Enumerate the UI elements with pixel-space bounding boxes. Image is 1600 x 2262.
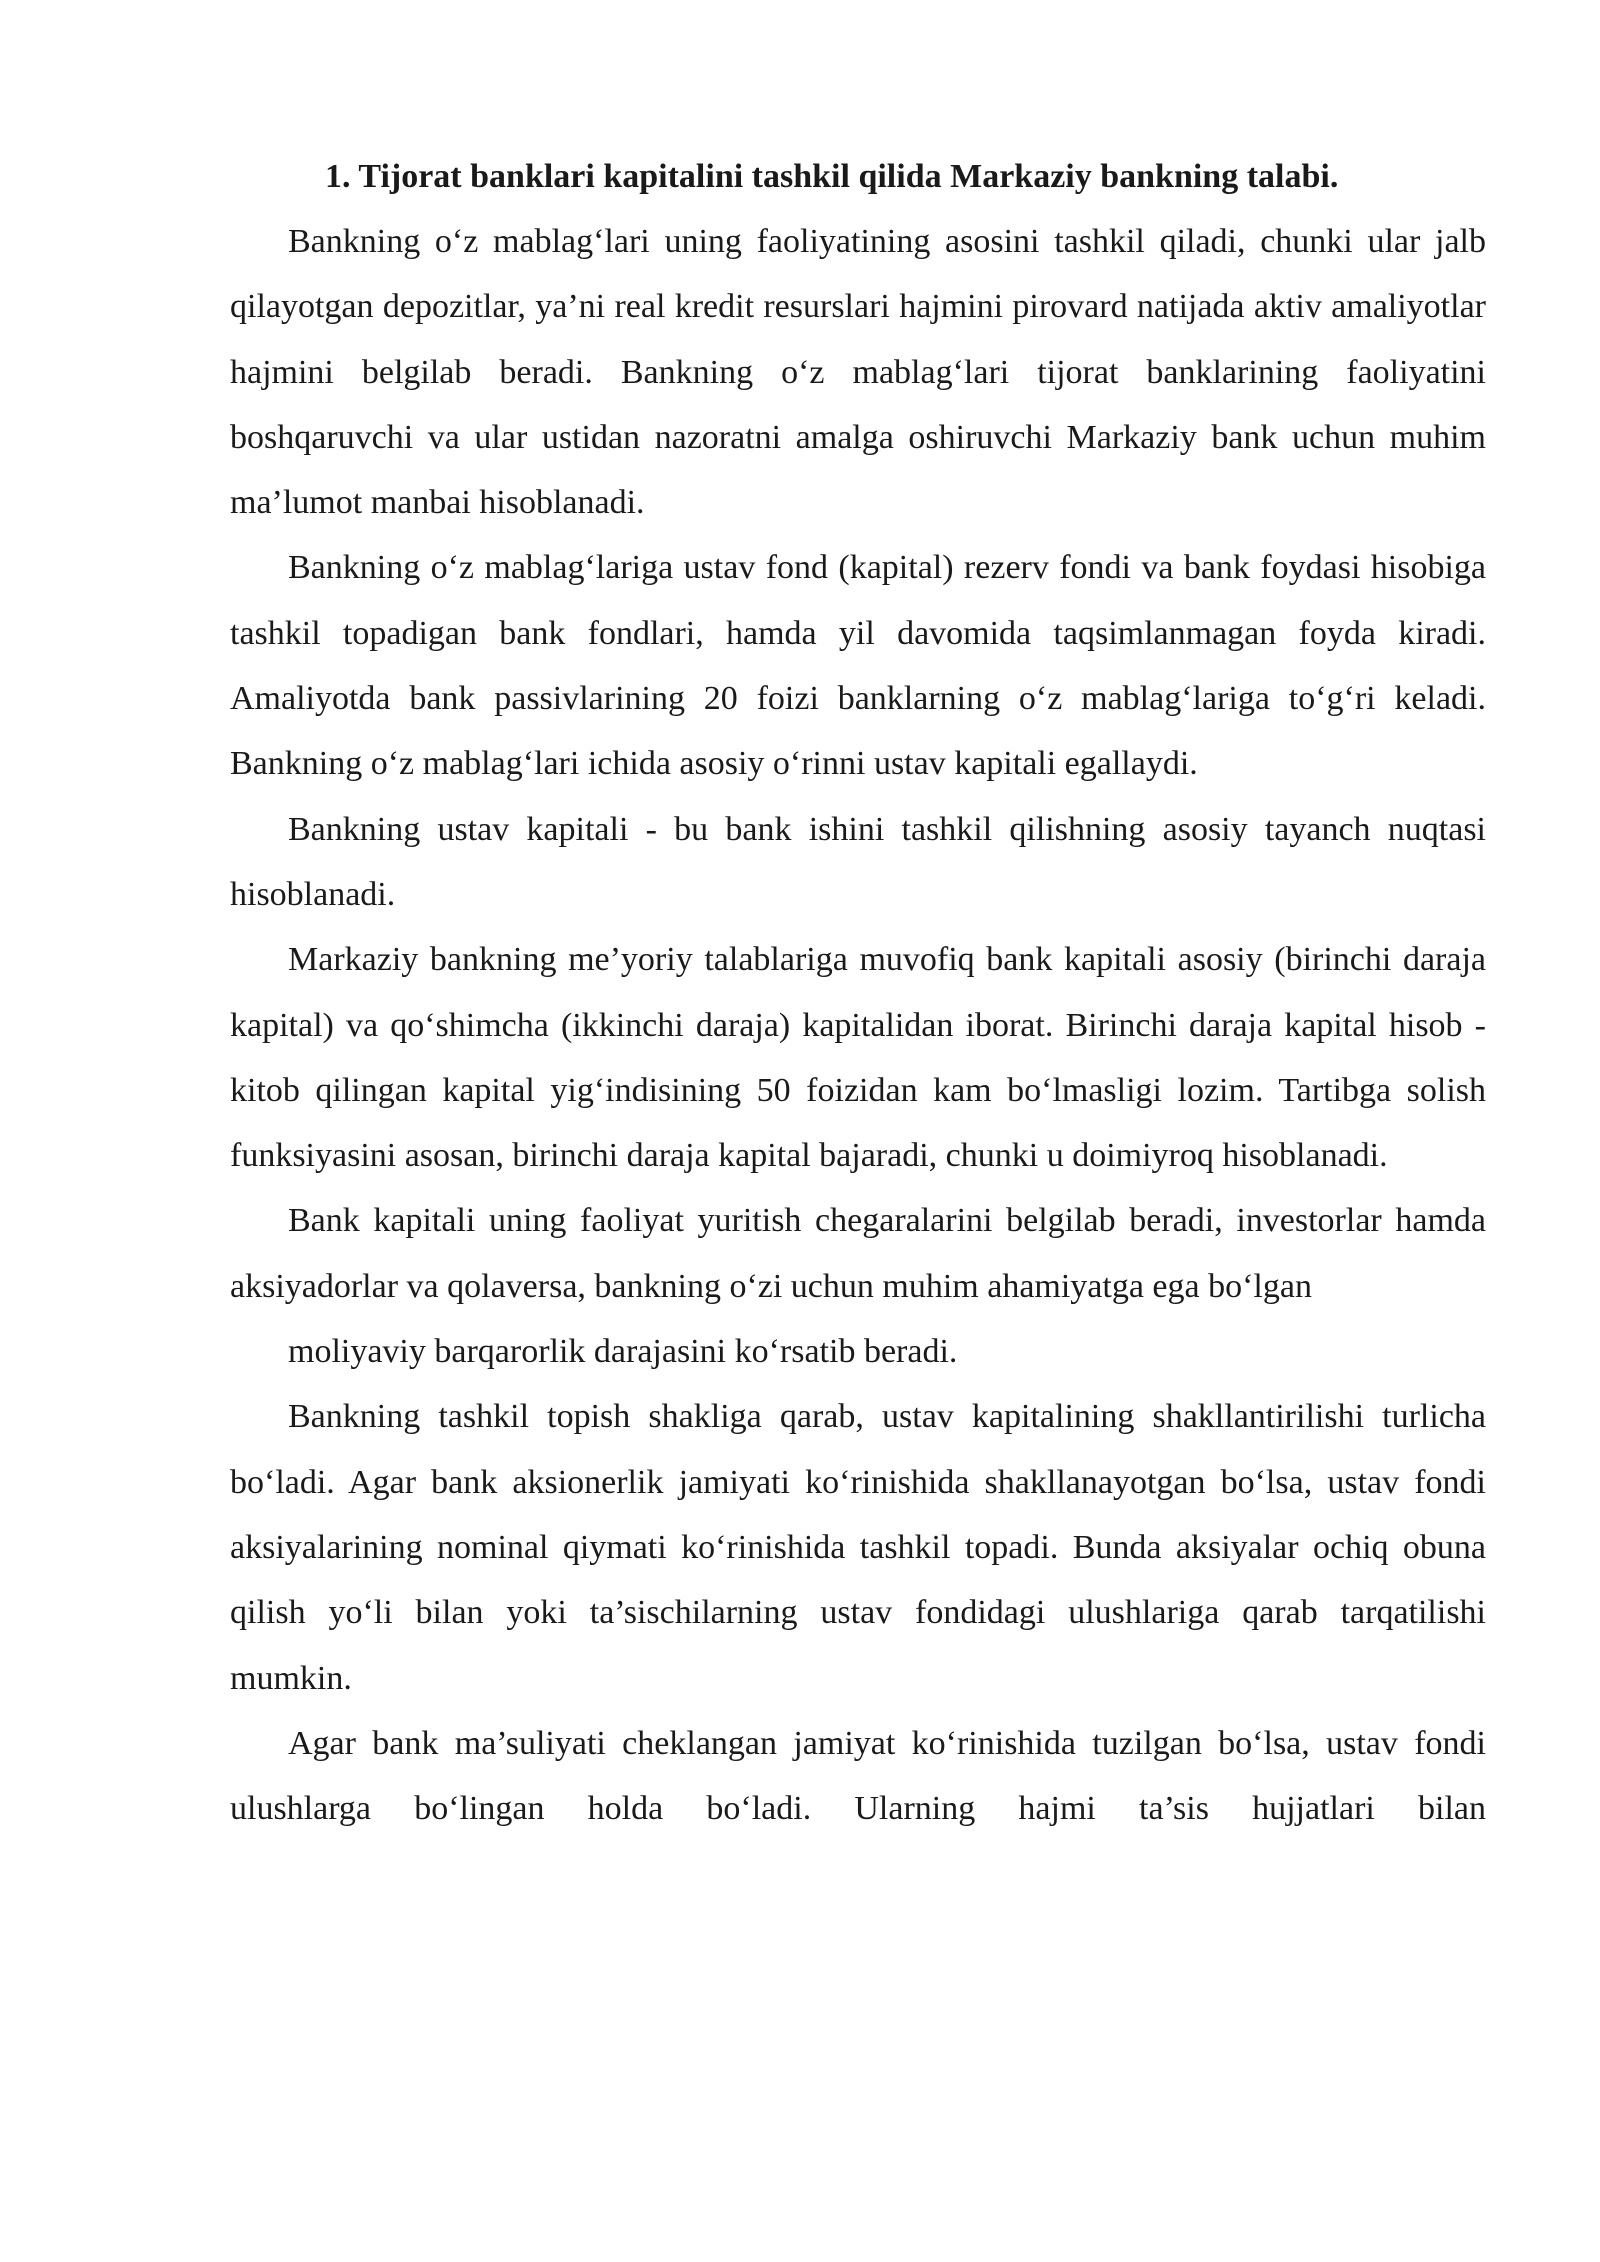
paragraph-3: Bankning ustav kapitali - bu bank ishini tashkil qilishning asosiy tayanch nuqtasi hisoblanadi. [230,810,1486,913]
section-heading: 1. Tijorat banklari kapitalini tashkil qilida Markaziy bankning talabi. [325,158,1339,195]
document-page [230,145,1486,1841]
paragraph-7: Bankning tashkil topish shakliga qarab, ustav kapitalining shakllantirilishi turlicha bo‘ladi. Agar bank aksionerlik jamiyati ko‘rinishida shakllanayotgan bo‘lsa, ustav fondi aksiyalarining nominal qiymati ko‘rinishida tashkil topadi. Bunda aksiyalar ochiq obuna qilish yo‘li bilan yoki ta’sischilarning ustav fondidagi ulushlariga qarab tarqatilishi mumkin. [230,1398,1486,1697]
paragraph-1: Bankning o‘z mablag‘lari uning faoliyatining asosini tashkil qiladi, chunki ular jalb qilayotgan depozitlar, ya’ni real kredit resurslari hajmini pirovard natijada aktiv amaliyotlar hajmini belgilab beradi. Bankning o‘z mablag‘lari tijorat banklarining faoliyatini boshqaruvchi va ular ustidan nazoratni amalga oshiruvchi Markaziy bank uchun muhim ma’lumot manbai hisoblanadi. [230,223,1486,522]
paragraph-5: Bank kapitali uning faoliyat yuritish chegaralarini belgilab beradi, investorlar hamda aksiyadorlar va qolaversa, bankning o‘zi uchun muhim ahamiyatga ega bo‘lgan [230,1202,1486,1305]
paragraph-8: Agar bank ma’suliyati cheklangan jamiyat ko‘rinishida tuzilgan bo‘lsa, ustav fondi ulushlarga bo‘lingan holda bo‘ladi. Ularning hajmi ta’sis hujjatlari bilan [230,1724,1486,1828]
paragraph-2: Bankning o‘z mablag‘lariga ustav fond (kapital) rezerv fondi va bank foydasi hisobiga tashkil topadigan bank fondlari, hamda yil davomida taqsimlanmagan foyda kiradi. Amaliyotda bank passivlarining 20 foizi banklarning o‘z mablag‘lariga to‘g‘ri keladi. Bankning o‘z mablag‘lari ichida asosiy o‘rinni ustav kapitali egallaydi. [230,549,1486,783]
paragraph-4: Markaziy bankning me’yoriy talablariga muvofiq bank kapitali asosiy (birinchi daraja kapital) va qo‘shimcha (ikkinchi daraja) kapitalidan iborat. Birinchi daraja kapital hisob - kitob qilingan kapital yig‘indisining 50 foizidan kam bo‘lmasligi lozim. Tartibga solish funksiyasini asosan, birinchi daraja kapital bajaradi, chunki u doimiyroq hisoblanadi. [230,941,1486,1175]
paragraph-6: moliyaviy barqarorlik darajasini ko‘rsatib beradi. [288,1333,958,1371]
